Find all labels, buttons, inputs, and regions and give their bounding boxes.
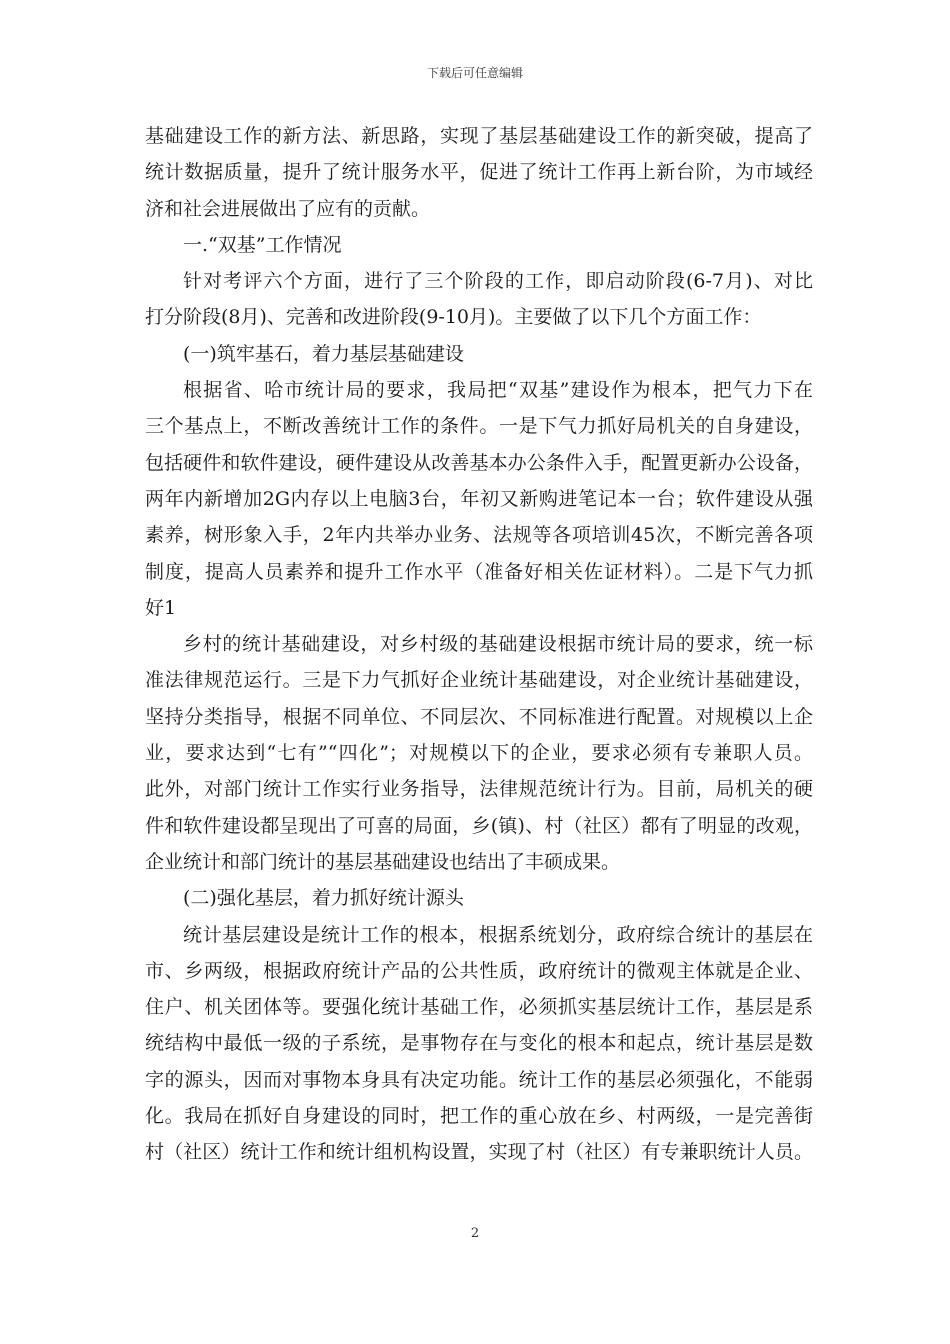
text-line: 此外，对部门统计工作实行业务指导，法律规范统计行为。目前，局机关的硬 [145,778,813,801]
text-line: (一)筑牢基石，着力基层基础建设 [183,342,464,365]
text-line: 统计数据质量，提升了统计服务水平，促进了统计工作再上新台阶，为市域经 [145,161,813,184]
text-line: 准法律规范运行。三是下力气抓好企业统计基础建设，对企业统计基础建设， [145,669,813,692]
text-line: 针对考评六个方面，进行了三个阶段的工作，即启动阶段(6-7月)、对比 [183,270,813,293]
page-number: 2 [470,1226,480,1241]
text-line: 市、乡两级，根据政府统计产品的公共性质，政府统计的微观主体就是企业、 [145,959,813,982]
text-line: 业，要求达到“七有”“四化”；对规模以下的企业，要求必须有专兼职人员。 [145,742,813,765]
text-line: 化。我局在抓好自身建设的同时，把工作的重心放在乡、村两级，一是完善街 [145,1105,813,1128]
text-line: 乡村的统计基础建设，对乡村级的基础建设根据市统计局的要求，统一标 [183,633,813,656]
text-line: 素养，树形象入手，2年内共举办业务、法规等各项培训45次，不断完善各项 [145,524,813,547]
text-line: 包括硬件和软件建设，硬件建设从改善基本办公条件入手，配置更新办公设备， [145,451,813,474]
text-line: 统计基层建设是统计工作的根本，根据系统划分，政府综合统计的基层在 [183,923,813,946]
text-line: 三个基点上，不断改善统计工作的条件。一是下气力抓好局机关的自身建设， [145,415,813,438]
text-line: 济和社会进展做出了应有的贡献。 [145,197,431,220]
text-line: 制度，提高人员素养和提升工作水平（准备好相关佐证材料）。二是下气力抓 [145,560,813,583]
text-line: 统结构中最低一级的子系统，是事物存在与变化的根本和起点，统计基层是数 [145,1032,813,1055]
text-line: 村（社区）统计工作和统计组机构设置，实现了村（社区）有专兼职统计人员。 [145,1141,813,1164]
text-line: 住户、机关团体等。要强化统计基础工作，必须抓实基层统计工作，基层是系 [145,996,813,1019]
text-line: 打分阶段(8月)、完善和改进阶段(9-10月)。主要做了以下几个方面工作： [145,306,762,329]
text-line: 基础建设工作的新方法、新思路，实现了基层基础建设工作的新突破，提高了 [145,125,813,147]
text-line: 字的源头，因而对事物本身具有决定功能。统计工作的基层必须强化，不能弱 [145,1068,813,1091]
text-line: 好1 [145,596,177,619]
text-line: (二)强化基层，着力抓好统计源头 [183,887,464,910]
document-body [145,118,813,1171]
page-header: 下载后可任意编辑 [426,66,523,80]
text-line: 根据省、哈市统计局的要求，我局把“双基”建设作为根本，把气力下在 [183,379,813,402]
text-line: 坚持分类指导，根据不同单位、不同层次、不同标准进行配置。对规模以上企 [145,705,813,728]
text-line: 一.“双基”工作情况 [183,233,342,256]
text-line: 企业统计和部门统计的基层基础建设也结出了丰硕成果。 [145,850,621,873]
text-line: 件和软件建设都呈现出了可喜的局面，乡(镇)、村（社区）都有了明显的改观， [145,814,813,837]
text-line: 两年内新增加2G内存以上电脑3台，年初又新购进笔记本一台；软件建设从强 [145,487,813,510]
